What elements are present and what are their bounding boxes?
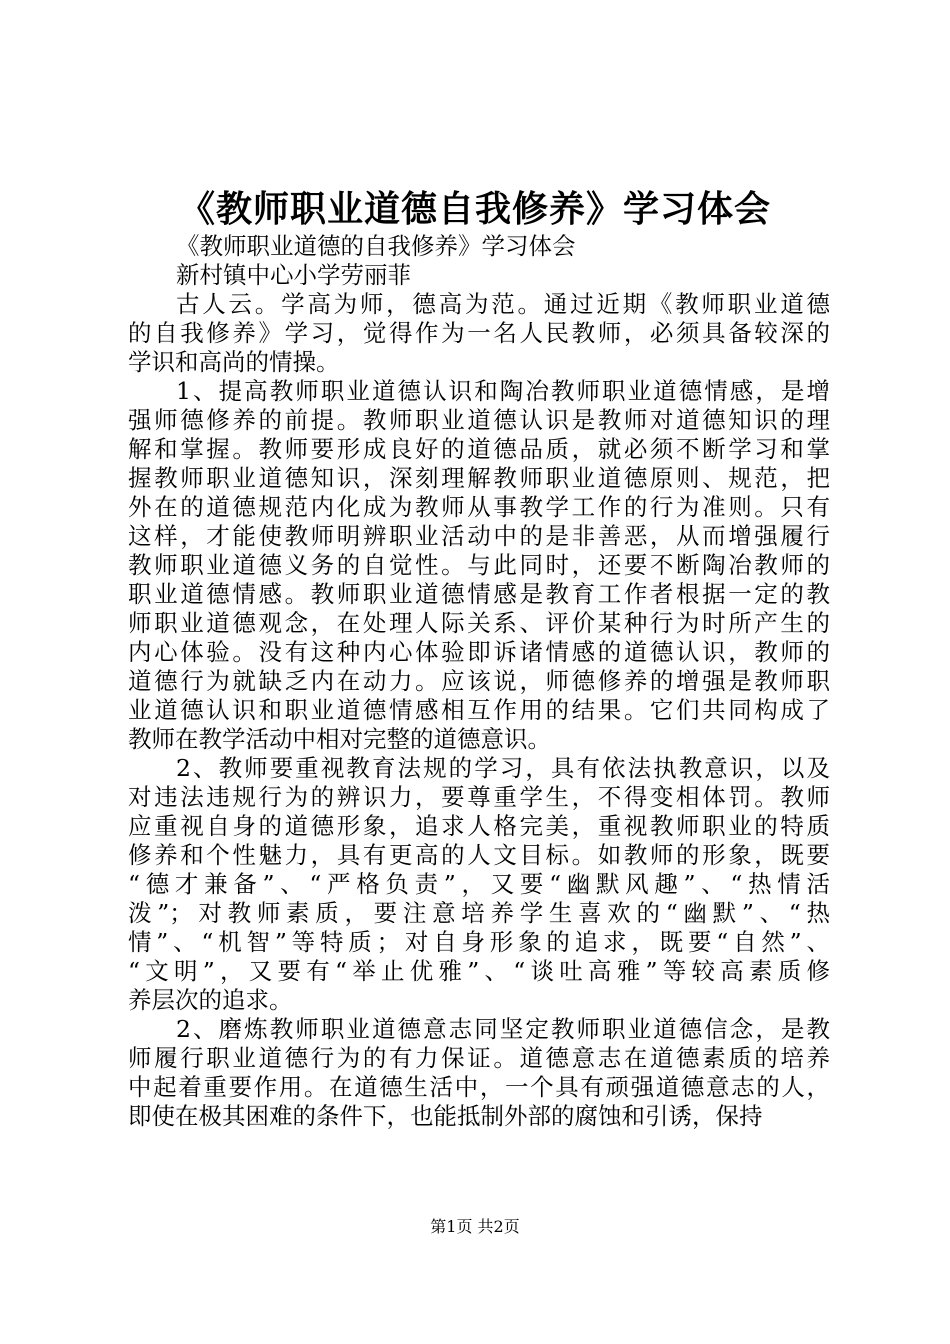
document-body — [128, 232, 830, 1131]
paragraph-line: 应重视自身的道德形象，追求人格完美，重视教师职业的特质 — [128, 812, 830, 840]
paragraph-line: 业道德认识和职业道德情感相互作用的结果。它们共同构成了 — [128, 696, 830, 724]
paragraph-line: 2、磨炼教师职业道德意志同坚定教师职业道德信念，是教 — [176, 1015, 830, 1043]
paragraph-line: “德才兼备”、“严格负责”，又要“幽默风趣”、“热情活 — [128, 870, 830, 898]
paragraph-line: 道德行为就缺乏内在动力。应该说，师德修养的增强是教师职 — [128, 667, 830, 695]
paragraph-line: 外在的道德规范内化成为教师从事教学工作的行为准则。只有 — [128, 493, 830, 521]
paragraph-list — [128, 290, 830, 1131]
paragraph-line: 1、提高教师职业道德认识和陶冶教师职业道德情感，是增 — [176, 377, 830, 405]
document-subtitle: 《教师职业道德的自我修养》学习体会 — [176, 232, 576, 260]
paragraph-line: 这样，才能使教师明辨职业活动中的是非善恶，从而增强履行 — [128, 522, 830, 550]
paragraph-line: 内心体验。没有这种内心体验即诉诸情感的道德认识，教师的 — [128, 638, 830, 666]
paragraph-line: 情”、“机智”等特质；对自身形象的追求，既要“自然”、 — [128, 928, 830, 956]
paragraph-line: 修养和个性魅力，具有更高的人文目标。如教师的形象，既要 — [128, 841, 830, 869]
page-footer: 第1页 共2页 — [430, 1217, 520, 1236]
paragraph-line: “文明”，又要有“举止优雅”、“谈吐高雅”等较高素质修 — [128, 957, 830, 985]
paragraph-line: 强师德修养的前提。教师职业道德认识是教师对道德知识的理 — [128, 406, 830, 434]
document-author: 新村镇中心小学劳丽菲 — [176, 261, 411, 289]
paragraph — [128, 1015, 830, 1131]
paragraph-line: 师职业道德观念，在处理人际关系、评价某种行为时所产生的 — [128, 609, 830, 637]
paragraph — [128, 377, 830, 754]
paragraph-line: 养层次的追求。 — [128, 986, 293, 1014]
paragraph-line: 即使在极其困难的条件下，也能抵制外部的腐蚀和引诱，保持 — [128, 1102, 763, 1130]
paragraph-line: 中起着重要作用。在道德生活中，一个具有顽强道德意志的人， — [128, 1073, 830, 1101]
paragraph-line: 教师职业道德义务的自觉性。与此同时，还要不断陶冶教师的 — [128, 551, 830, 579]
paragraph-line: 古人云。学高为师，德高为范。通过近期《教师职业道德 — [176, 290, 830, 318]
paragraph-line: 师履行职业道德行为的有力保证。道德意志在道德素质的培养 — [128, 1044, 830, 1072]
paragraph — [128, 290, 830, 377]
paragraph-line: 职业道德情感。教师职业道德情感是教育工作者根据一定的教 — [128, 580, 830, 608]
paragraph-line: 握教师职业道德知识，深刻理解教师职业道德原则、规范，把 — [128, 464, 830, 492]
paragraph — [128, 754, 830, 1015]
paragraph-line: 的自我修养》学习，觉得作为一名人民教师，必须具备较深的 — [128, 319, 830, 347]
page-title: 《教师职业道德自我修养》学习体会 — [178, 188, 771, 230]
paragraph-line: 2、教师要重视教育法规的学习，具有依法执教意识，以及 — [176, 754, 830, 782]
paragraph-line: 对违法违规行为的辨识力，要尊重学生，不得变相体罚。教师 — [128, 783, 830, 811]
paragraph-line: 解和掌握。教师要形成良好的道德品质，就必须不断学习和掌 — [128, 435, 830, 463]
paragraph-line: 泼”；对教师素质，要注意培养学生喜欢的“幽默”、“热 — [128, 899, 830, 927]
paragraph-line: 学识和高尚的情操。 — [128, 348, 340, 376]
paragraph-line: 教师在教学活动中相对完整的道德意识。 — [128, 725, 551, 753]
